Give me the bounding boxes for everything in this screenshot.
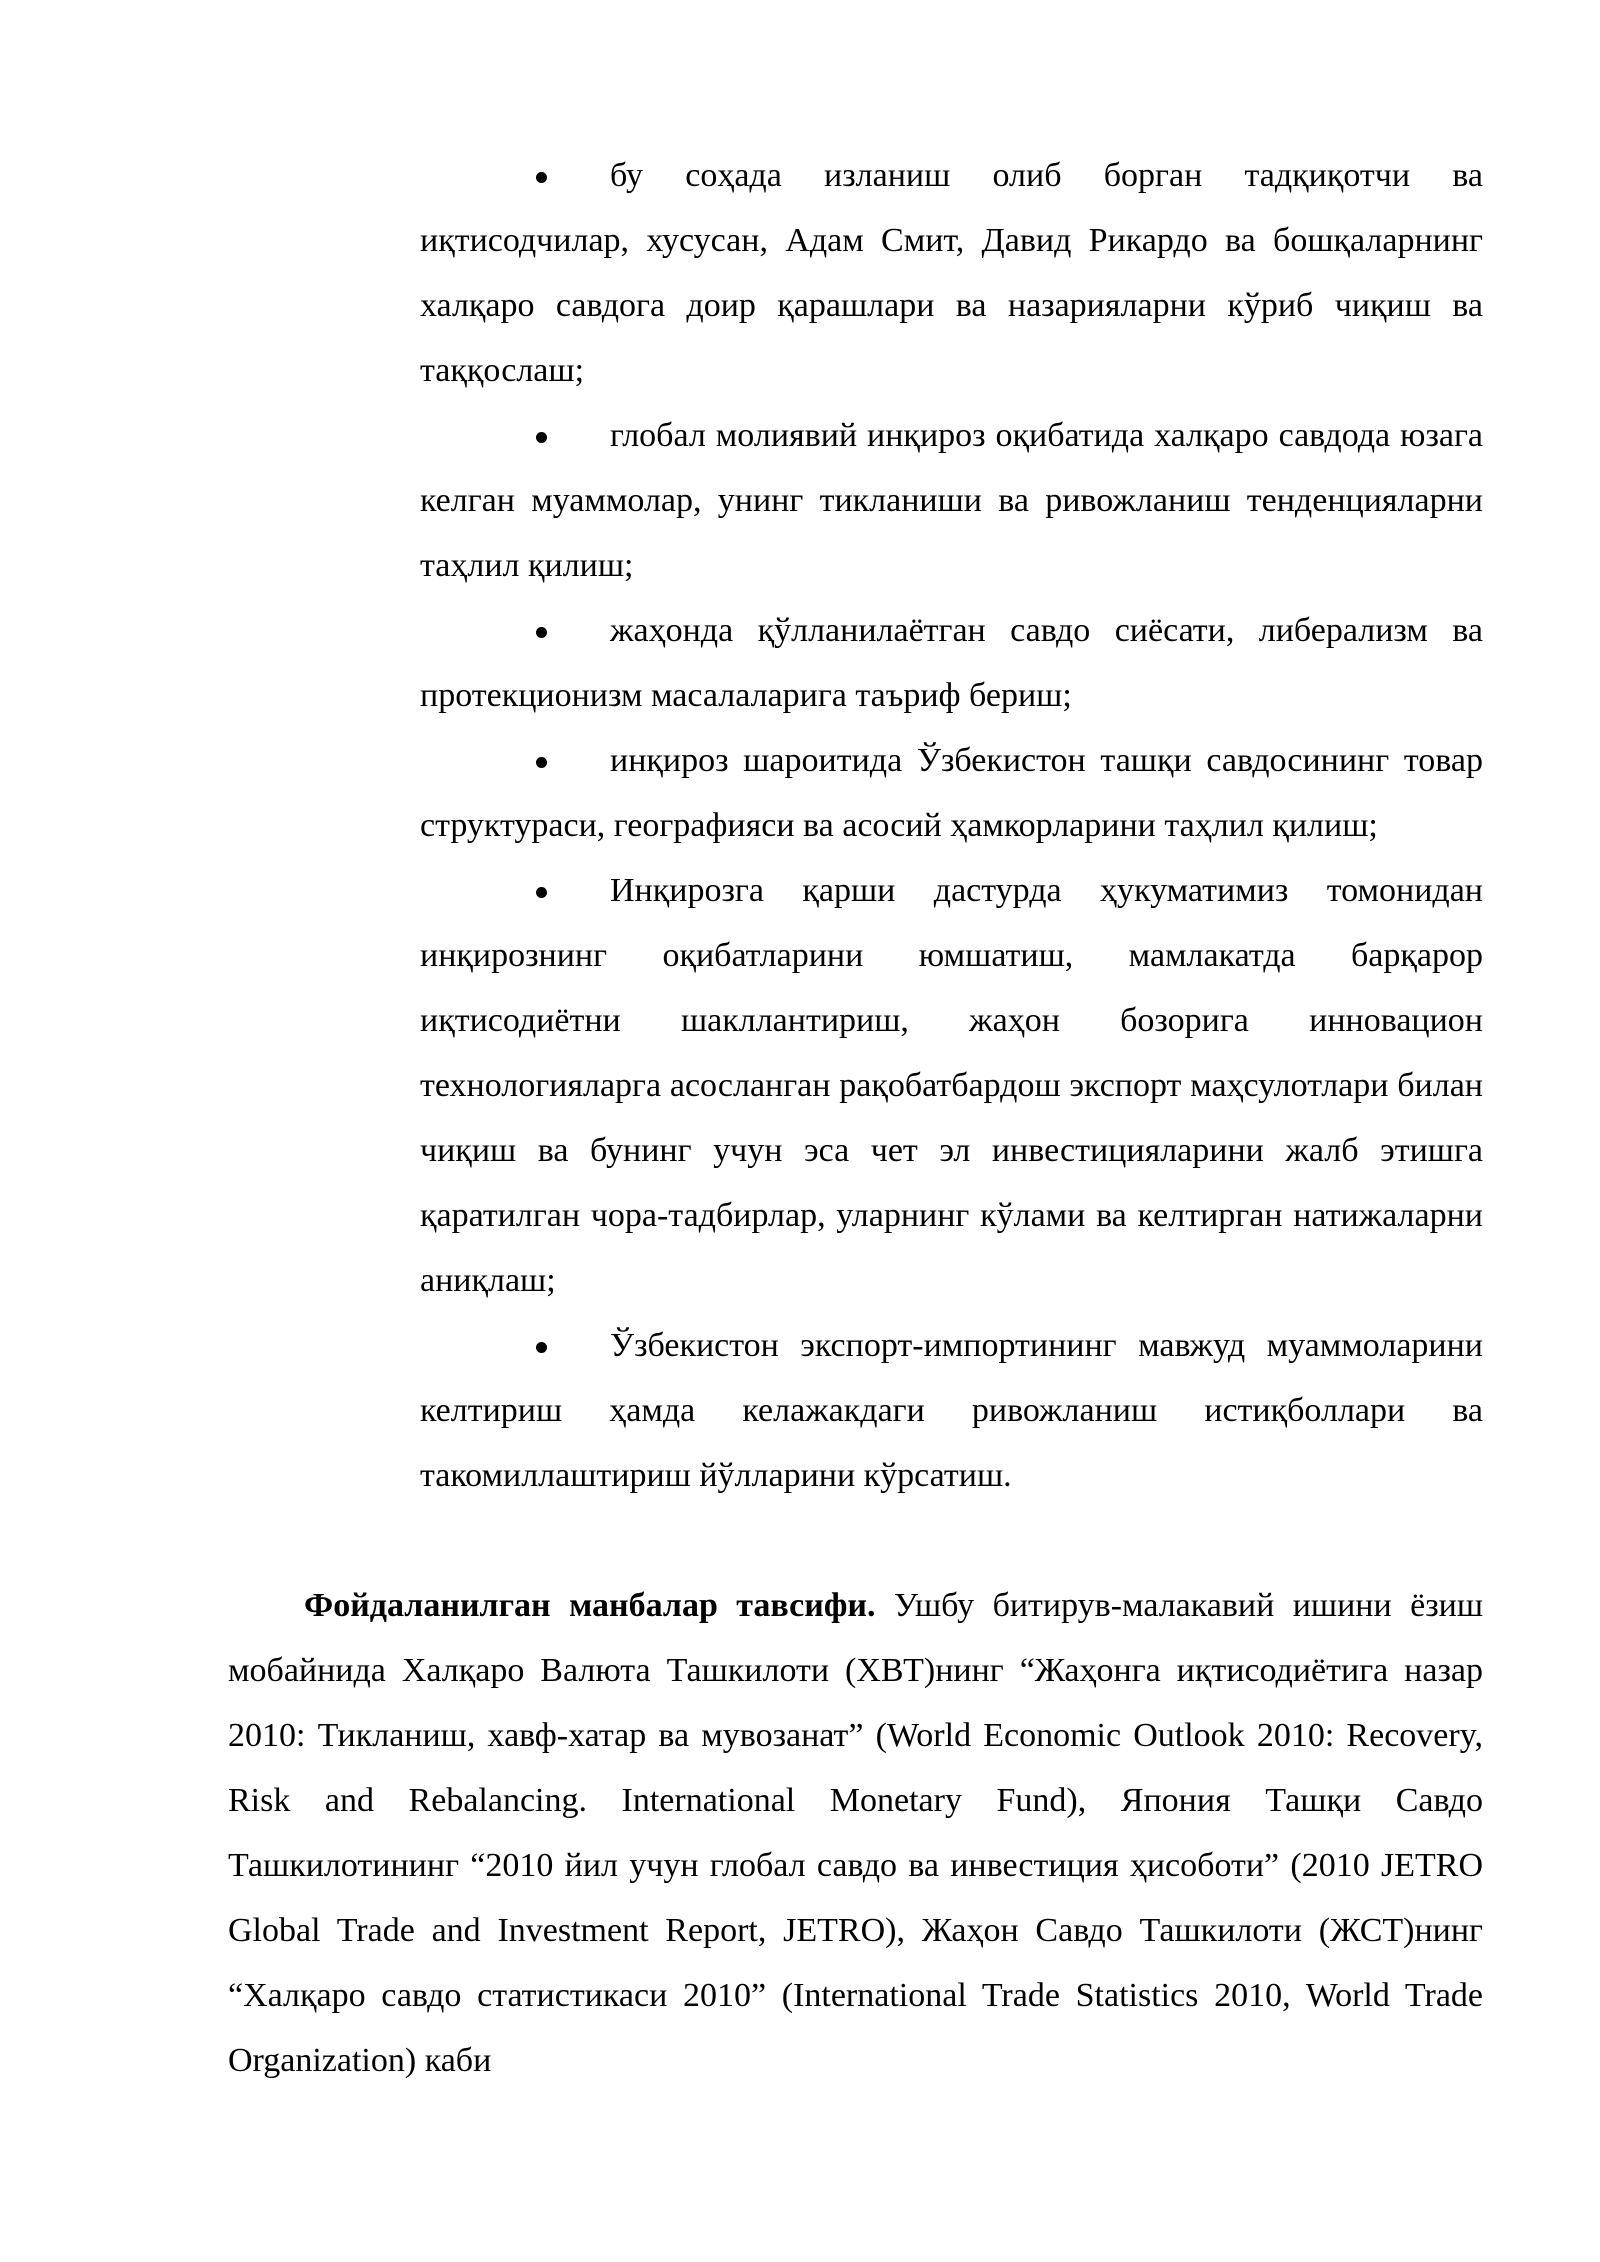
sources-description-paragraph	[228, 1573, 1483, 2093]
bullet-item	[420, 143, 1483, 403]
bullet-text: жаҳонда қўлланилаётган савдо сиёсати, либерализм ва протекционизм масалаларига таъриф бериш;	[420, 612, 1483, 714]
bullet-item	[420, 728, 1483, 858]
sources-text: Ушбу битирув-малакавий ишини ёзиш мобайнида Халқаро Валюта Ташкилоти (ХВТ)нинг “Жаҳонга иқтисодиётига назар 2010: Тикланиш, хавф-хатар ва мувозанат” (World Economic Outlook 2010: Recovery, Risk and Rebalancing. International Monetary Fund), Япония Ташқи Савдо Ташкилотининг “2010 йил учун глобал савдо ва инвестиция ҳисоботи” (2010 JETRO Global Trade and Investment Report, JETRO), Жаҳон Савдо Ташкилоти (ЖСТ)нинг “Халқаро савдо статистикаси 2010” (International Trade Statistics 2010, World Trade Organization) каби	[228, 1587, 1483, 2079]
bullet-icon	[536, 1342, 547, 1353]
bullet-text: Инқирозга қарши дастурда ҳукуматимиз томонидан инқирознинг оқибатларини юмшатиш, мамлакатда барқарор иқтисодиётни шакллантириш, жаҳон бозорига инновацион технологияларга асосланган рақобатбардош экспорт маҳсулотлари билан чиқиш ва бунинг учун эса чет эл инвестицияларини жалб этишга қаратилган чора-тадбирлар, уларнинг кўлами ва келтирган натижаларни аниқлаш;	[420, 872, 1483, 1299]
bullet-text: глобал молиявий инқироз оқибатида халқаро савдода юзага келган муаммолар, унинг тикланиши ва ривожланиш тенденцияларни таҳлил қилиш;	[420, 417, 1483, 584]
bullet-icon	[536, 432, 547, 443]
bullet-item	[420, 1313, 1483, 1508]
bullet-item	[420, 403, 1483, 598]
bullet-text: бу соҳада изланиш олиб борган тадқиқотчи ва иқтисодчилар, хусусан, Адам Смит, Давид Рикардо ва бошқаларнинг халқаро савдога доир қарашлари ва назарияларни кўриб чиқиш ва таққослаш;	[420, 157, 1483, 389]
bullet-text: Ўзбекистон экспорт-импортининг мавжуд муаммоларини келтириш ҳамда келажакдаги ривожланиш истиқболлари ва такомиллаштириш йўлларини кўрсатиш.	[420, 1327, 1483, 1494]
objectives-bullet-list	[420, 143, 1483, 1508]
bullet-icon	[536, 757, 547, 768]
bullet-item	[420, 598, 1483, 728]
bullet-item	[420, 858, 1483, 1313]
bullet-text: инқироз шароитида Ўзбекистон ташқи савдосининг товар структураси, географияси ва асосий ҳамкорларини таҳлил қилиш;	[420, 742, 1483, 844]
sources-heading: Фойдаланилган манбалар тавсифи.	[304, 1587, 876, 1624]
bullet-icon	[536, 172, 547, 183]
bullet-icon	[536, 887, 547, 898]
bullet-icon	[536, 627, 547, 638]
